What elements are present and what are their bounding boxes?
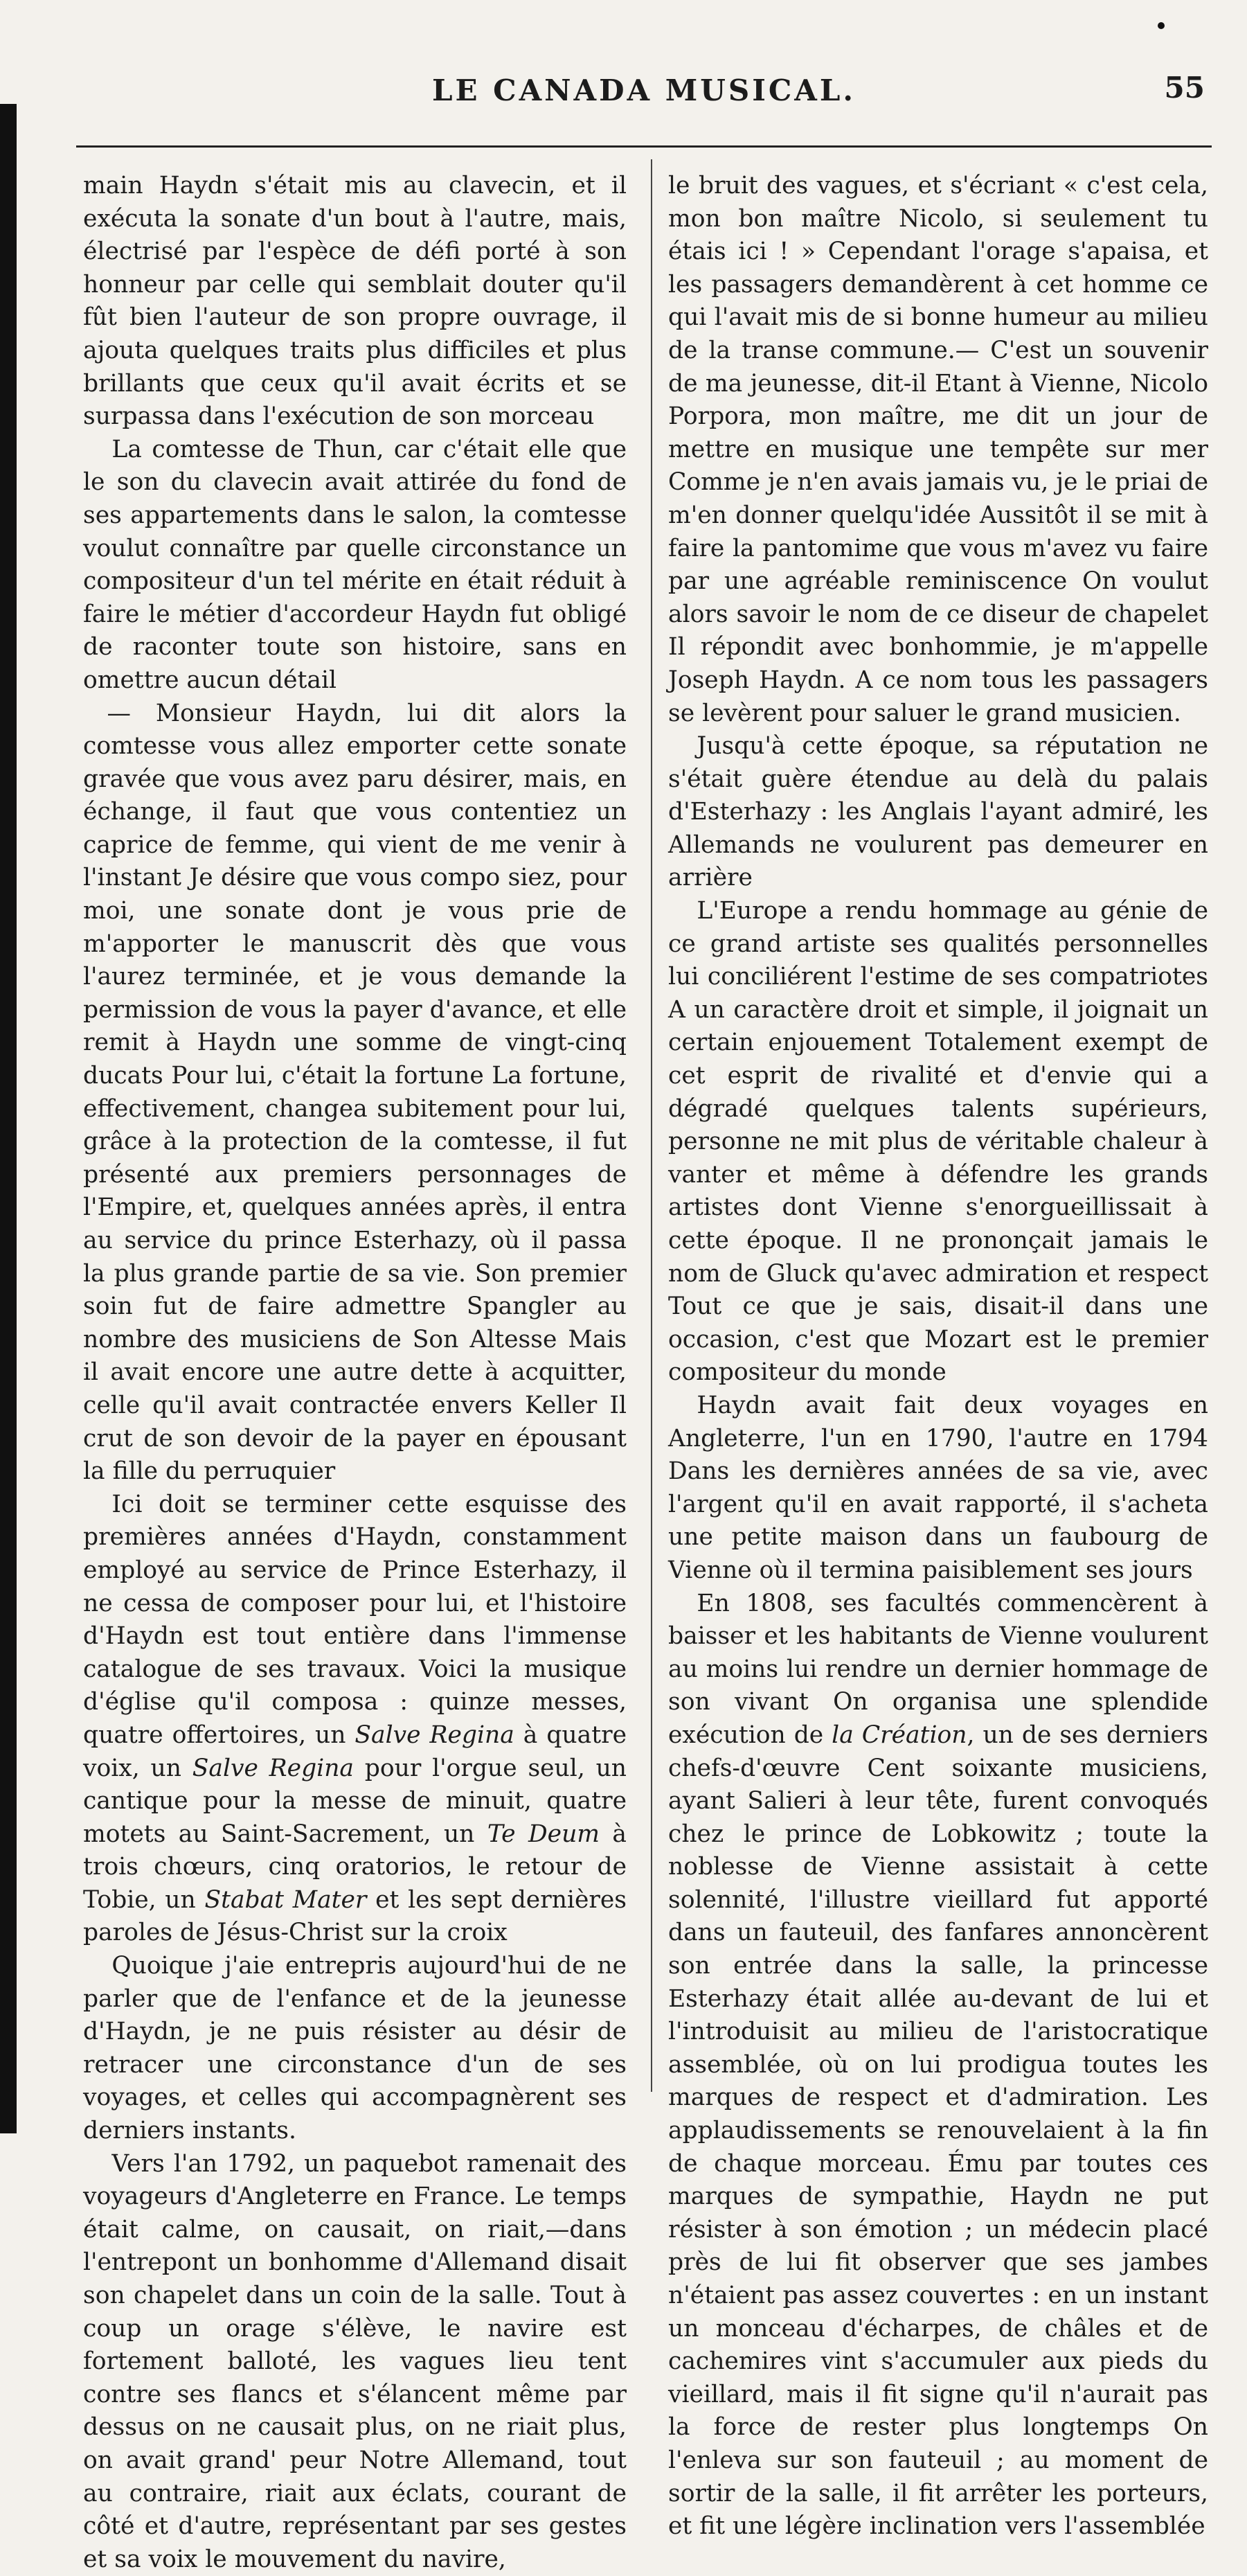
page-edge-bar	[0, 104, 17, 2133]
paragraph: Haydn avait fait deux voyages en Angleterre, l'un en 1790, l'autre en 1794 Dans les dernières années de sa vie, avec l'argent qu'il en avait rapporté, il s'acheta une petite maison dans un faubourg de Vienne où il termina paisiblement ses jours	[668, 1391, 1208, 1584]
paragraph: L'Europe a rendu hommage au génie de ce grand artiste ses qualités personnelles lui conciliérent l'estime de ses compatriotes A un caractère droit et simple, il joignait un certain enjouement Totalement exempt de cet esprit de rivalité et d'envie qui a dégradé quelques talents supérieurs, personne ne mit plus de véritable chaleur à vanter et même à défendre les grands artistes dont Vienne s'enorgueillissait à cette époque. Il ne prononçait jamais le nom de Gluck qu'avec admiration et respect Tout ce que je sais, disait-il dans une occasion, c'est que Mozart est le premier compositeur du monde	[668, 897, 1208, 1387]
paragraph: Quoique j'aie entrepris aujourd'hui de ne parler que de l'enfance et de la jeunesse d'Haydn, je ne puis résister au désir de retracer une circonstance d'un de ses voyages, et celles qui accompagnèrent ses derniers instants.	[83, 1952, 627, 2145]
paragraph: main Haydn s'était mis au clavecin, et il exécuta la sonate d'un bout à l'autre, mais, électrisé par l'espèce de défi porté à son honneur par celle qui semblait douter qu'il fût bien l'auteur de son propre ouvrage, il ajouta quelques traits plus difficiles et plus brillants que ceux qu'il avait écrits et se surpassa dans l'exécution de son morceau	[83, 172, 627, 431]
paragraph: — Monsieur Haydn, lui dit alors la comtesse vous allez emporter cette sonate gravée que vous avez paru désirer, mais, en échange, il faut que vous contentiez un caprice de femme, qui vient de me venir à l'instant Je désire que vous compo siez, pour moi, une sonate dont je vous prie de m'apporter le manuscrit dès que vous l'aurez terminée, et je vous demande la permission de vous la payer d'avance, et elle remit à Haydn une somme de vingt-cinq ducats Pour lui, c'était la fortune La fortune, effectivement, changea subitement pour lui, grâce à la protection de la comtesse, il fut présenté aux premiers personnages de l'Empire, et, quelques années après, il entra au service du prince Esterhazy, où il passa la plus grande partie de sa vie. Son premier soin fut de faire admettre Spangler au nombre des musiciens de Son Altesse Mais il avait encore une autre dette à acquitter, celle qu'il avait contractée envers Keller Il crut de son devoir de la payer en épousant la fille du perruquier	[83, 699, 627, 1486]
paragraph: La comtesse de Thun, car c'était elle que le son du clavecin avait attirée du fond de ses appartements dans le salon, la comtesse voulut connaître par quelle circonstance un compositeur d'un tel mérite en était réduit à faire le métier d'accordeur Haydn fut obligé de raconter toute son histoire, sans en omettre aucun détail	[83, 435, 627, 694]
page-title: LE CANADA MUSICAL.	[431, 73, 856, 107]
column-divider	[651, 159, 652, 2092]
right-column	[668, 170, 1208, 2541]
paragraph: Vers l'an 1792, un paquebot ramenait des voyageurs d'Angleterre en France. Le temps était calme, on causait, on riait,—dans l'entrepont un bonhomme d'Allemand disait son chapelet dans un coin de la salle. Tout à coup un orage s'élève, le navire est fortement balloté, les vagues lieu tent contre ses flancs et s'élancent même par dessus on ne causait plus, on ne riait plus, on avait grand' peur Notre Allemand, tout au contraire, riait aux éclats, courant de côté et d'autre, représentant par ses gestes et sa voix le mouvement du navire,	[83, 2149, 627, 2573]
paragraph: Jusqu'à cette époque, sa réputation ne s'était guère étendue au delà du palais d'Esterhazy : les Anglais l'ayant admiré, les Allemands ne voulurent pas demeurer en arrière	[668, 732, 1208, 892]
paragraph: le bruit des vagues, et s'écriant « c'est cela, mon bon maître Nicolo, si seulement tu étais ici ! » Cependant l'orage s'apaisa, et les passagers demandèrent à cet homme ce qui l'avait mis de si bonne humeur au milieu de la transe commune.— C'est un souvenir de ma jeunesse, dit-il Etant à Vienne, Nicolo Porpora, mon maître, me dit un jour de mettre en musique une tempête sur mer Comme je n'en avais jamais vu, je le priai de m'en donner quelqu'idée Aussitôt il se mit à faire la pantomime que vous m'avez vu faire par une agréable reminiscence On voulut alors savoir le nom de ce diseur de chapelet Il répondit avec bonhommie, je m'appelle Joseph Haydn. A ce nom tous les passagers se levèrent pour saluer le grand musicien.	[668, 172, 1208, 727]
page-header	[83, 69, 1205, 125]
page-number: 55	[1164, 71, 1205, 105]
paragraph: Ici doit se terminer cette esquisse des premières années d'Haydn, constamment employé au service de Prince Esterhazy, il ne cessa de composer pour lui, et l'histoire d'Haydn est tout entière dans l'immense catalogue de ses travaux. Voici la musique d'église qu'il composa : quinze messes, quatre offertoires, un Salve Regina à quatre voix, un Salve Regina pour l'orgue seul, un cantique pour la messe de minuit, quatre motets au Saint-Sacrement, un Te Deum à trois chœurs, cinq oratorios, le retour de Tobie, un Stabat Mater et les sept dernières paroles de Jésus-Christ sur la croix	[83, 1490, 627, 1947]
header-rule	[76, 145, 1212, 148]
ink-speck	[1158, 22, 1165, 29]
left-column	[83, 170, 627, 2573]
paragraph: En 1808, ses facultés commencèrent à baisser et les habitants de Vienne voulurent au moins lui rendre un dernier hommage de son vivant On organisa une splendide exécution de la Création, un de ses derniers chefs-d'œuvre Cent soixante musiciens, ayant Salieri à leur tête, furent convoqués chez le prince de Lobkowitz ; toute la noblesse de Vienne assistait à cette solennité, l'illustre vieillard fut apporté dans un fauteuil, des fanfares annoncèrent son entrée dans la salle, la princesse Esterhazy était allée au-devant de lui et l'introduisit au milieu de l'aristocratique assemblée, où on lui prodigua toutes les marques de respect et d'admiration. Les applaudissements se renouvelaient à la fin de chaque morceau. Ému par toutes ces marques de sympathie, Haydn ne put résister à son émotion ; un médecin placé près de lui fit observer que ses jambes n'étaient pas assez couvertes : en un instant un monceau d'écharpes, de châles et de cachemires vint s'accumuler aux pieds du vieillard, mais il fit signe qu'il n'aurait pas la force de rester plus longtemps On l'enleva sur son fauteuil ; au moment de sortir de la salle, il fit arrêter les porteurs, et fit une légère inclination vers l'assemblée	[668, 1589, 1208, 2541]
